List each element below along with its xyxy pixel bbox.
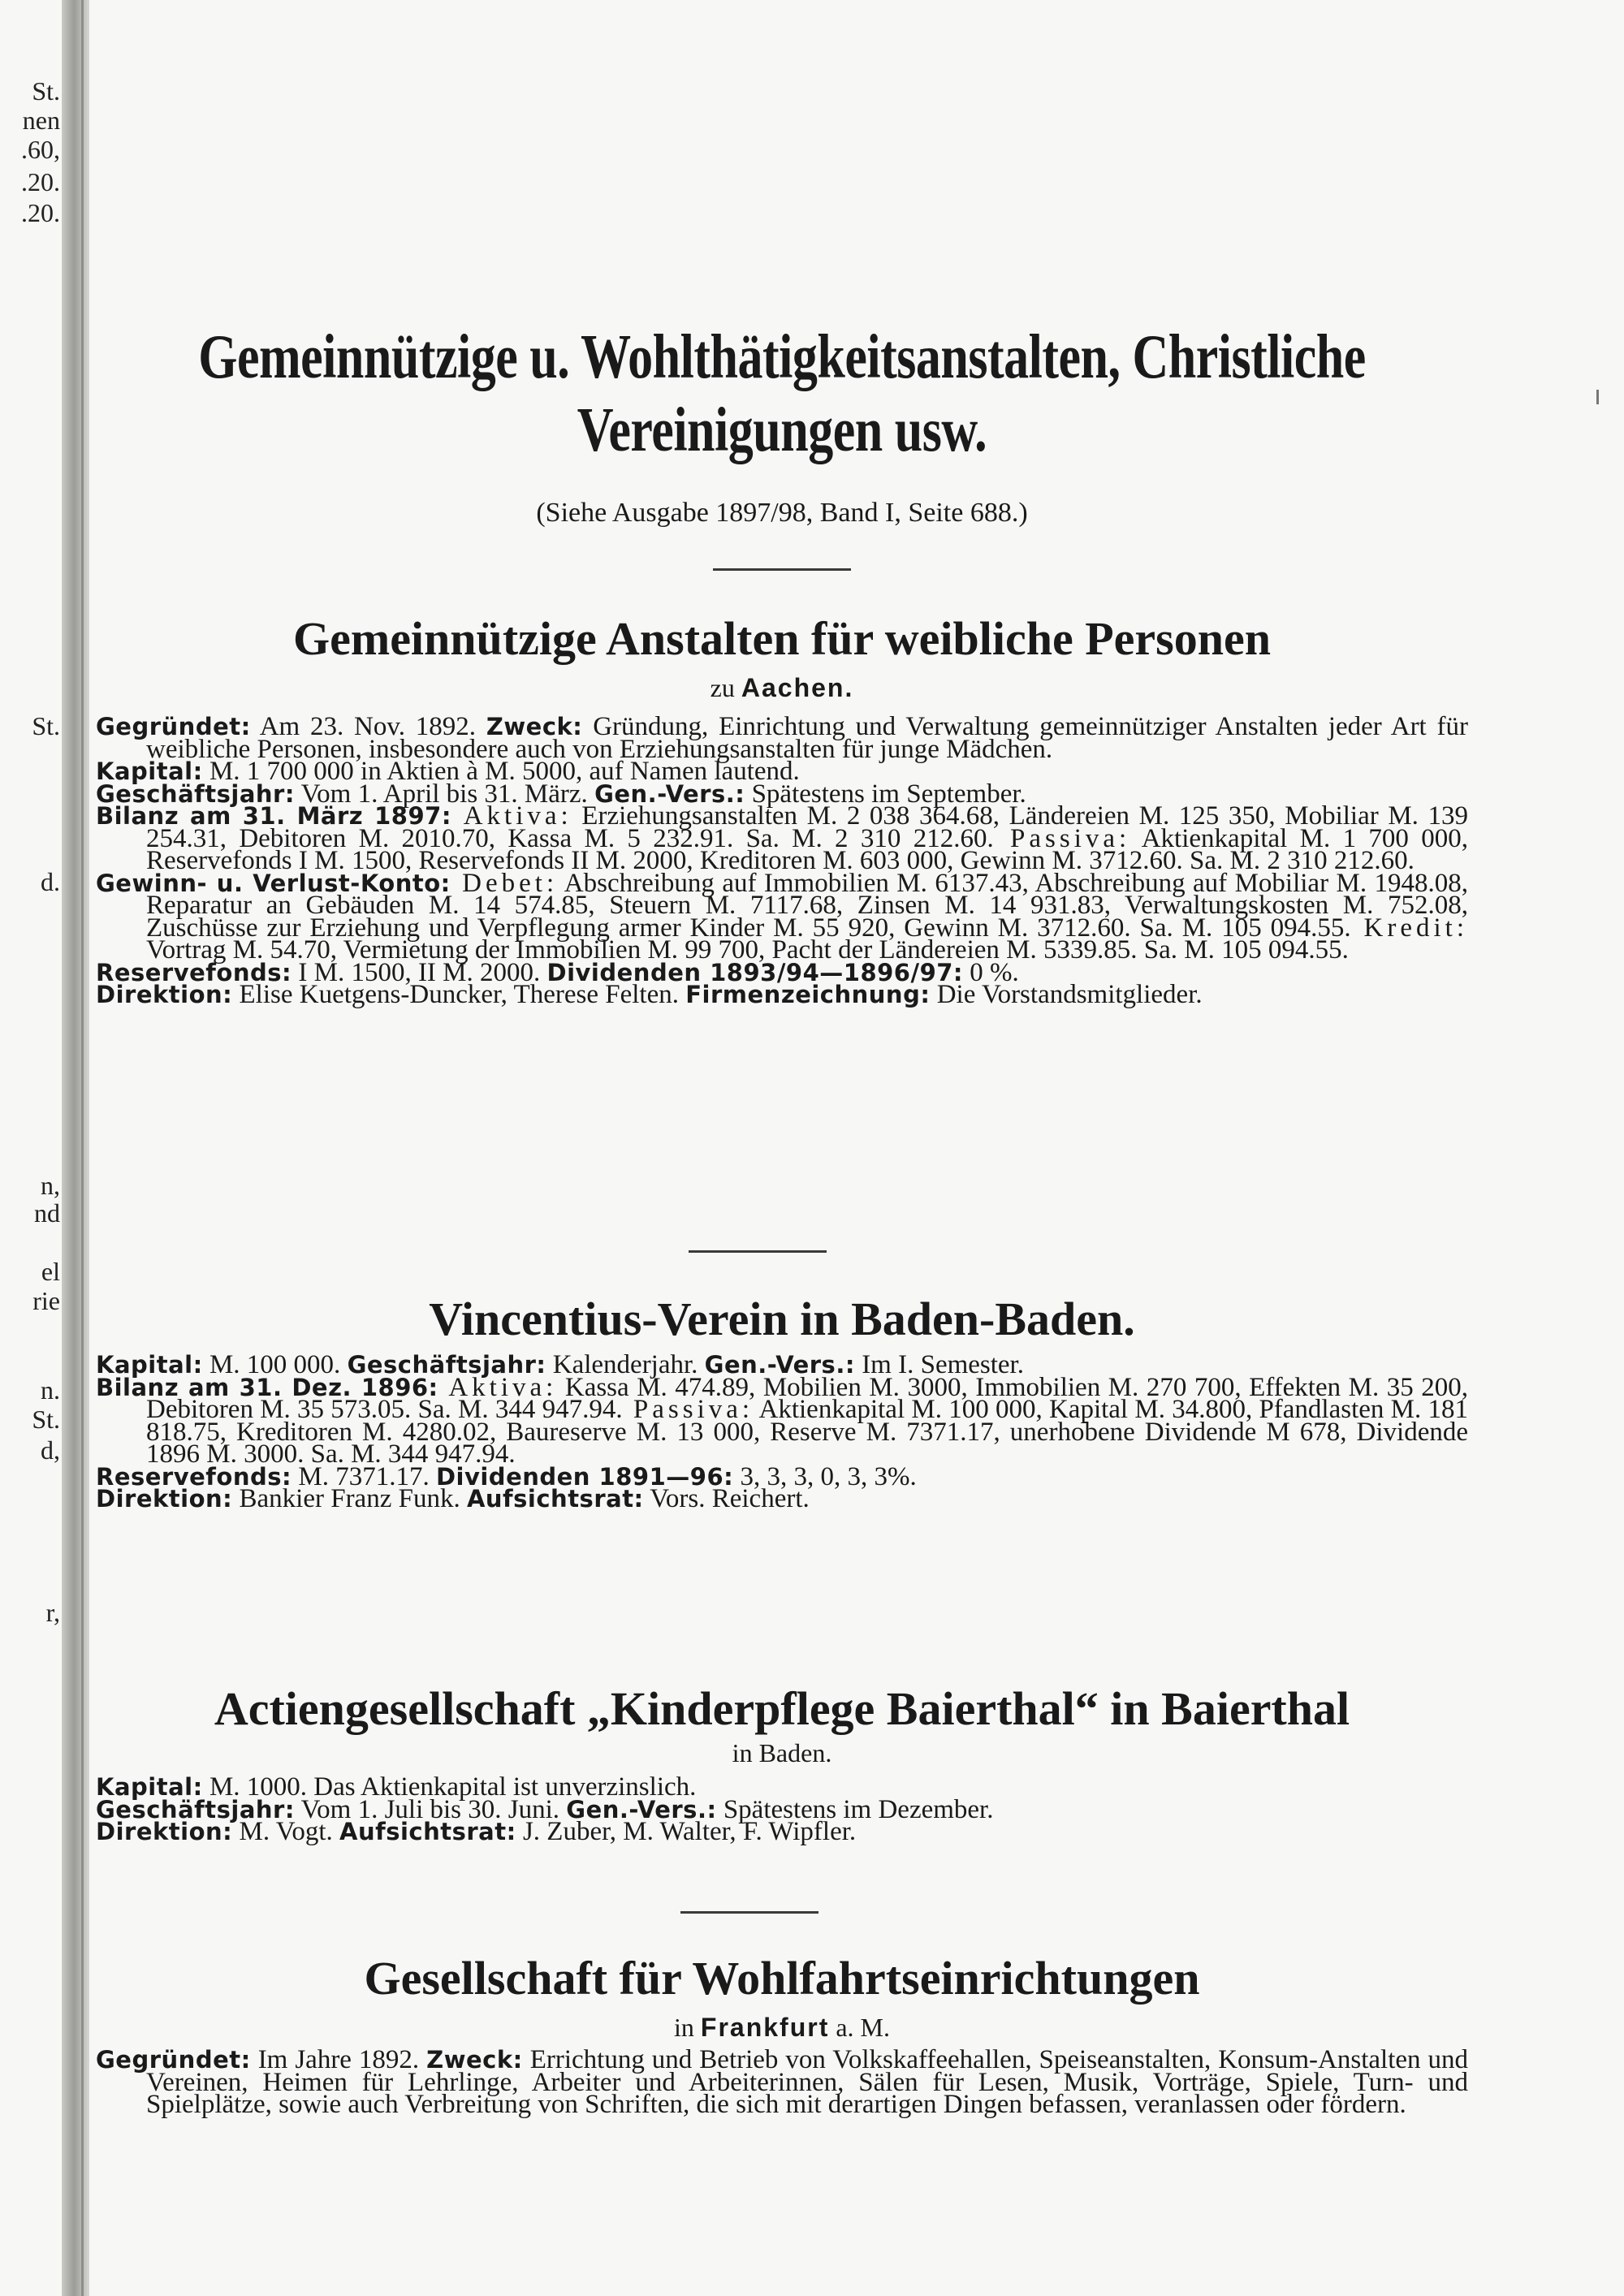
label-supervisory-board: Aufsichtsrat: — [339, 1818, 516, 1845]
supervisory-board-text: J. Zuber, M. Walter, F. Wipfler. — [516, 1817, 857, 1846]
signature-text: Die Vorstandsmitglieder. — [930, 980, 1203, 1009]
founded-date: Am 23. Nov. 1892. — [250, 712, 486, 741]
label-signature: Firmenzeichnung: — [685, 981, 931, 1008]
balance-paragraph — [96, 1372, 1469, 1469]
fiscal-year-text: Vom 1. April bis 31. März. — [294, 779, 595, 809]
divider-rule — [680, 1911, 818, 1914]
label-reserve: Reservefonds: — [96, 958, 292, 986]
label-directors: Direktion: — [96, 1818, 233, 1845]
credit-text: Vortrag M. 54.70, Vermietung der Immobilien M. 99 700, Pacht der Ländereien M. 5339.85. Sa. M. 105 094.55. — [146, 935, 1349, 965]
directors-paragraph — [96, 980, 1468, 1009]
label-general-meeting: Gen.-Vers.: — [566, 1795, 717, 1823]
section-title-frankfurt: Gesellschaft für Wohlfahrtseinrichtungen — [364, 1952, 1200, 2005]
margin-fragment: n, — [41, 1171, 60, 1200]
chapter-title-line2: Vereinigungen usw. — [577, 395, 987, 465]
label-founded: Gegründet: — [96, 2046, 251, 2074]
margin-fragment: d, — [41, 1435, 60, 1465]
location-prefix: in — [674, 2013, 694, 2042]
liabilities-text: Aktienkapital M. 100 000, Kapital M. 34.800, Pfandlasten M. 181 818.75, Kreditoren M. 4280.02, Baureserve M. 13 000, Reserve M. 7371.17, unerhobene Dividende M 678, Dividende 1896 M. 3000. Sa. M. 344 947.94. — [146, 1395, 1469, 1469]
section-location-aachen — [96, 672, 1468, 703]
balance-paragraph — [96, 801, 1469, 875]
margin-fragment: .20. — [21, 167, 60, 196]
margin-fragment: St. — [32, 1405, 60, 1434]
label-general-meeting: Gen.-Vers.: — [594, 779, 745, 808]
dividends-text: 3, 3, 3, 0, 3, 3%. — [733, 1461, 917, 1491]
section-title-aachen: Gemeinnützige Anstalten für weibliche Personen — [293, 612, 1271, 665]
location-prefix: zu — [710, 673, 735, 702]
label-assets: Aktiva: — [451, 801, 572, 831]
directors-text: M. Vogt. — [232, 1817, 339, 1846]
margin-fragment: r, — [45, 1598, 60, 1627]
label-directors: Direktion: — [96, 981, 233, 1008]
directors-paragraph — [96, 1817, 1468, 1846]
section-location-baierthal: in Baden. — [732, 1738, 832, 1767]
label-fiscal-year: Geschäftsjahr: — [96, 779, 295, 808]
general-meeting-text: Spätestens im September. — [745, 779, 1026, 809]
directors-paragraph — [96, 1484, 1468, 1513]
margin-fragment: n. — [41, 1375, 60, 1405]
margin-fragment: nen — [22, 106, 60, 135]
label-purpose: Zweck: — [426, 2046, 523, 2074]
label-credit: Kredit: — [1350, 913, 1468, 943]
fiscal-year-text: Vom 1. Juli bis 30. Juni. — [294, 1794, 567, 1824]
page — [96, 0, 1468, 2296]
section-title-baierthal: Actiengesellschaft „Kinderpflege Baierthal“ in Baierthal — [214, 1682, 1350, 1735]
entry-baden — [96, 1350, 1469, 1513]
label-reserve: Reservefonds: — [96, 1462, 292, 1491]
dividends-text: 0 %. — [963, 957, 1019, 987]
entry-frankfurt — [96, 2045, 1468, 2119]
label-assets: Aktiva: — [438, 1372, 558, 1402]
label-supervisory-board: Aufsichtsrat: — [466, 1485, 644, 1513]
margin-fragment: d. — [41, 867, 60, 896]
entry-aachen — [96, 712, 1469, 1009]
chapter-reference-note: (Siehe Ausgabe 1897/98, Band I, Seite 688.) — [536, 498, 1028, 528]
label-general-meeting: Gen.-Vers.: — [704, 1351, 855, 1379]
chapter-title-line1: Gemeinnützige u. Wohlthätigkeitsanstalten, Christliche — [198, 322, 1366, 392]
entry-baierthal — [96, 1772, 1468, 1846]
label-capital: Kapital: — [96, 1773, 203, 1801]
margin-fragment: .60, — [21, 135, 60, 164]
profit-loss-paragraph — [96, 868, 1469, 965]
margin-fragment: rie — [32, 1286, 60, 1315]
divider-rule — [689, 1250, 827, 1253]
location-suffix: a. M. — [836, 2013, 890, 2042]
margin-fragment: nd — [34, 1198, 60, 1228]
label-liabilities: Passiva: — [993, 823, 1131, 853]
capital-text: M. 100 000. — [202, 1350, 348, 1379]
label-fiscal-year: Geschäftsjahr: — [96, 1795, 295, 1823]
divider-rule — [713, 568, 851, 571]
founded-date: Im Jahre 1892. — [250, 2045, 427, 2074]
label-debit: Debet: — [450, 868, 559, 898]
reserve-text: I M. 1500, II M. 2000. — [292, 957, 547, 987]
scan-speck — [1596, 390, 1599, 404]
debit-text: Abschreibung auf Immobilien M. 6137.43, Abschreibung auf Mobiliar M. 1948.08, Reparatur an Gebäuden M. 14 574.85, Steuern M. 7117.68, Zinsen M. 14 931.83, Verwaltungskosten M. 752.08, Zuschüsse zur Erziehung und Verpflegung armer Kinder M. 55 920, Gewinn M. 3712.60. Sa. M. 105 094.55. — [146, 868, 1469, 943]
label-founded: Gegründet: — [96, 713, 251, 740]
general-meeting-text: Spätestens im Dezember. — [716, 1794, 994, 1824]
label-dividends: Dividenden 1893/94—1896/97: — [546, 958, 964, 986]
capital-text: M. 1 700 000 in Aktien à M. 5000, auf Namen lautend. — [202, 757, 800, 786]
label-capital: Kapital: — [96, 757, 203, 785]
margin-fragment: St. — [32, 76, 60, 106]
founded-paragraph — [96, 712, 1468, 764]
label-directors: Direktion: — [96, 1485, 233, 1513]
page-gutter-shadow — [62, 0, 89, 2296]
fiscal-year-text: Kalenderjahr. — [546, 1350, 705, 1379]
directors-text: Bankier Franz Funk. — [232, 1484, 467, 1513]
location-place: Frankfurt — [700, 2013, 830, 2042]
label-profit-loss: Gewinn- u. Verlust-Konto: — [96, 869, 451, 897]
purpose-text: Gründung, Einrichtung und Verwaltung gemeinnütziger Anstalten jeder Art für weibliche Personen, insbesondere auch von Erziehungsanstalten für junge Mädchen. — [146, 712, 1468, 764]
margin-fragment: el — [41, 1257, 60, 1286]
directors-text: Elise Kuetgens-Duncker, Therese Felten. — [232, 980, 686, 1009]
purpose-text: Errichtung und Betrieb von Volkskaffeehallen, Speiseanstalten, Konsum-Anstalten und Vereinen, Heimen für Lehrlinge, Arbeiter und Arbeiterinnen, Sälen für Lesen, Musik, Vorträge, Spiele, Turn- und Spielplätze, sowie auch Verbreitung von Schriften, die sich mit derartigen Dingen befassen, veranlassen oder fördern. — [146, 2045, 1468, 2119]
margin-fragment: St. — [32, 711, 60, 740]
label-dividends: Dividenden 1891—96: — [435, 1462, 734, 1491]
capital-text: M. 1000. Das Aktienkapital ist unverzinslich. — [202, 1772, 697, 1802]
founded-paragraph — [96, 2045, 1468, 2119]
section-title-baden: Vincentius-Verein in Baden-Baden. — [429, 1293, 1135, 1345]
margin-fragment: .20. — [21, 198, 60, 227]
label-balance: Bilanz am 31. Dez. 1896: — [96, 1373, 438, 1401]
location-place: Aachen. — [741, 673, 854, 702]
label-liabilities: Passiva: — [622, 1395, 754, 1424]
label-fiscal-year: Geschäftsjahr: — [347, 1351, 546, 1379]
supervisory-board-text: Vors. Reichert. — [643, 1484, 810, 1513]
label-purpose: Zweck: — [486, 713, 583, 740]
label-balance: Bilanz am 31. März 1897: — [96, 802, 451, 830]
label-capital: Kapital: — [96, 1351, 203, 1379]
reserve-text: M. 7371.17. — [292, 1461, 436, 1491]
liabilities-text: Aktienkapital M. 1 700 000, Reservefonds I M. 1500, Reservefonds II M. 2000, Kreditoren M. 603 000, Gewinn M. 3712.60. Sa. M. 2 310 212.60. — [146, 823, 1468, 875]
page-gutter-line — [81, 0, 84, 2296]
section-location-frankfurt — [96, 2012, 1468, 2043]
assets-text: Erziehungsanstalten M. 2 038 364.68, Ländereien M. 125 350, Mobiliar M. 139 254.31, Debitoren M. 2010.70, Kassa M. 5 232.91. Sa. M. 2 310 212.60. — [146, 801, 1469, 853]
assets-text: Kassa M. 474.89, Mobilien M. 3000, Immobilien M. 270 700, Effekten M. 35 200, Debitoren M. 35 573.05. Sa. M. 344 947.94. — [146, 1372, 1469, 1424]
general-meeting-text: Im I. Semester. — [854, 1350, 1024, 1379]
